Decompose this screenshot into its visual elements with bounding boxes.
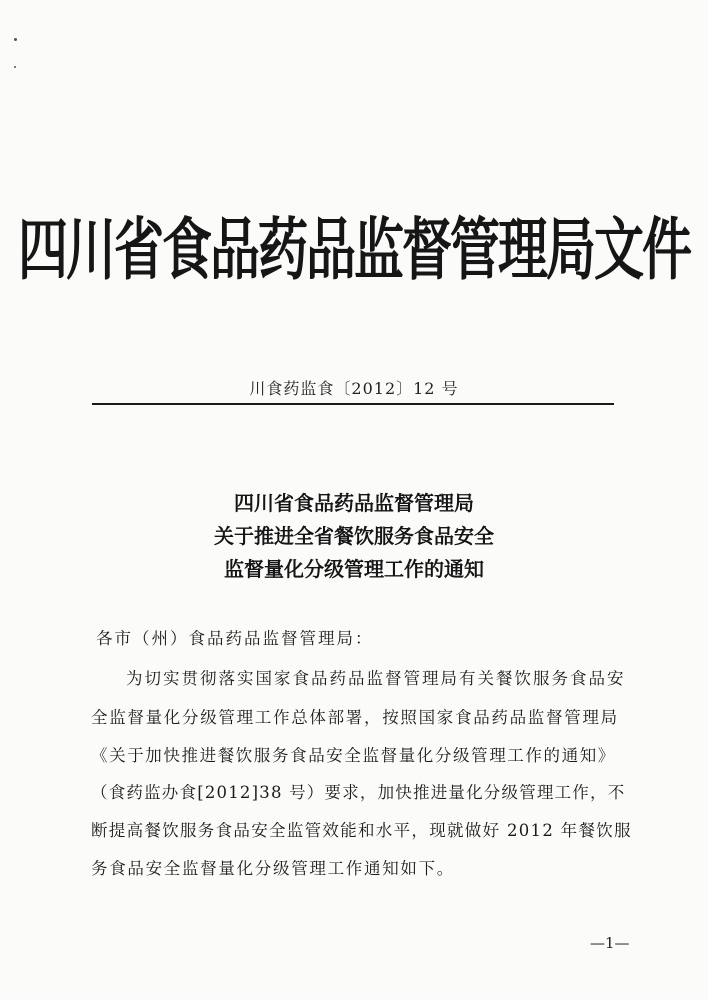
title-line: 四川省食品药品监督管理局 bbox=[234, 491, 474, 515]
body-text-line: 断提高餐饮服务食品安全监管效能和水平，现就做好 2012 年餐饮服 bbox=[91, 821, 632, 840]
header-divider bbox=[92, 403, 614, 405]
title-line: 关于推进全省餐饮服务食品安全 bbox=[214, 524, 494, 548]
document-title bbox=[0, 487, 708, 586]
page-number: —1— bbox=[590, 934, 630, 952]
scan-speck bbox=[14, 66, 16, 68]
salutation: 各市（州）食品药品监督管理局： bbox=[96, 629, 374, 648]
scan-speck bbox=[14, 38, 17, 41]
title-line: 监督量化分级管理工作的通知 bbox=[224, 557, 484, 581]
body-text-line: 全监督量化分级管理工作总体部署，按照国家食品药品监督管理局 bbox=[91, 708, 619, 727]
body-text-line: 《关于加快推进餐饮服务食品安全监督量化分级管理工作的通知》 bbox=[91, 746, 616, 765]
body-text-line: 务食品安全监督量化分级管理工作通知如下。 bbox=[91, 859, 455, 878]
body-text-line: （食药监办食[2012]38 号）要求，加快推进量化分级管理工作，不 bbox=[91, 783, 626, 802]
body-text-line: 为切实贯彻落实国家食品药品监督管理局有关餐饮服务食品安 bbox=[126, 669, 626, 688]
document-number: 川食药监食〔2012〕12 号 bbox=[249, 379, 459, 398]
document-masthead: 四川省食品药品监督管理局文件 bbox=[18, 210, 690, 290]
